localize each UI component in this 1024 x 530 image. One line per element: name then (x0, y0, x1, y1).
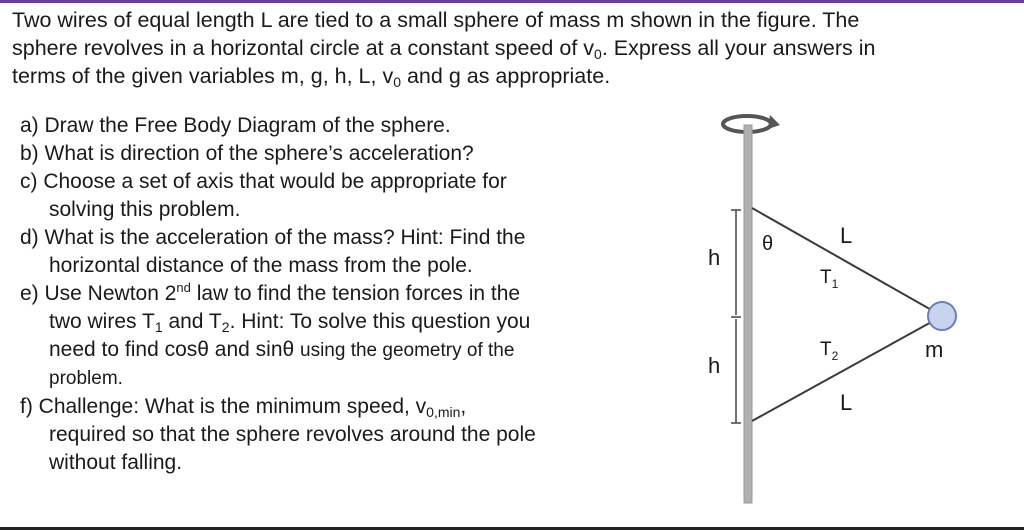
question-e (20, 280, 620, 308)
vertical-pole (744, 125, 752, 503)
top-rule (0, 0, 1024, 3)
question-f-cont-1: required so that the sphere revolves around the pole (49, 423, 536, 446)
intro-line-2-text: sphere revolves in a horizontal circle at a constant speed of v (12, 36, 595, 60)
question-d-cont: horizontal distance of the mass from the pole. (49, 254, 473, 277)
label-T1 (820, 267, 839, 291)
intro-line-3 (12, 62, 1012, 90)
label-L-top: L (840, 223, 853, 248)
intro-line-2 (12, 34, 1012, 62)
label-T1-letter: T (820, 267, 832, 288)
sphere-pole-figure (690, 105, 970, 510)
question-e2-text: two wires T (49, 310, 155, 333)
question-d: d) What is the acceleration of the mass? Hint: Find the (20, 226, 526, 249)
question-e-cont-3: problem. (49, 368, 123, 389)
question-e3-text: need to find cosθ and sinθ (49, 338, 301, 361)
label-L-bottom: L (840, 390, 853, 415)
question-list (20, 112, 620, 477)
question-e2-sub1: 1 (154, 319, 163, 335)
question-b: b) What is direction of the sphere’s acceleration? (20, 142, 474, 165)
question-f (20, 393, 620, 421)
question-e3-small: using the geometry of the (300, 340, 515, 361)
question-c: c) Choose a set of axis that would be appropriate for (20, 170, 507, 193)
intro-line-1: Two wires of equal length L are tied to a small sphere of mass m shown in the figure. The (12, 8, 860, 32)
question-c-cont: solving this problem. (49, 198, 241, 221)
intro-line-2-subscript: 0 (594, 46, 602, 62)
question-f-text: f) Challenge: What is the minimum speed, v (20, 395, 427, 418)
intro-line-3-subscript: 0 (393, 74, 401, 90)
label-T2-subscript: 2 (831, 349, 839, 363)
height-dimension (731, 210, 741, 423)
label-theta: θ (762, 233, 774, 255)
question-a: a) Draw the Free Body Diagram of the sphere. (20, 114, 451, 137)
question-e-superscript: nd (176, 280, 191, 295)
question-f-tail: , (460, 395, 467, 418)
question-e-tail: law to find the tension forces in the (190, 282, 521, 305)
label-m: m (925, 337, 944, 362)
question-e2-tail: . Hint: To solve this question you (229, 310, 531, 333)
label-T2-letter: T (820, 339, 832, 360)
problem-statement (12, 6, 1012, 90)
question-e-text: e) Use Newton 2 (20, 282, 177, 305)
intro-line-2-tail: . Express all your answers in (601, 36, 876, 60)
sphere-mass (928, 302, 956, 330)
question-f-subscript: 0,min (426, 404, 461, 420)
question-e-cont-2 (20, 336, 620, 365)
label-h-bottom: h (708, 353, 721, 378)
label-h-top: h (708, 245, 721, 270)
question-f-cont-2: without falling. (49, 451, 183, 474)
label-T1-subscript: 1 (831, 277, 839, 291)
intro-line-3-tail: and g as appropriate. (401, 64, 611, 88)
question-e2-mid: and T (162, 310, 222, 333)
label-T2 (820, 339, 839, 363)
question-e2-sub2: 2 (221, 319, 230, 335)
intro-line-3-text: terms of the given variables m, g, h, L, v (12, 64, 394, 88)
question-e-cont-1 (20, 308, 620, 336)
